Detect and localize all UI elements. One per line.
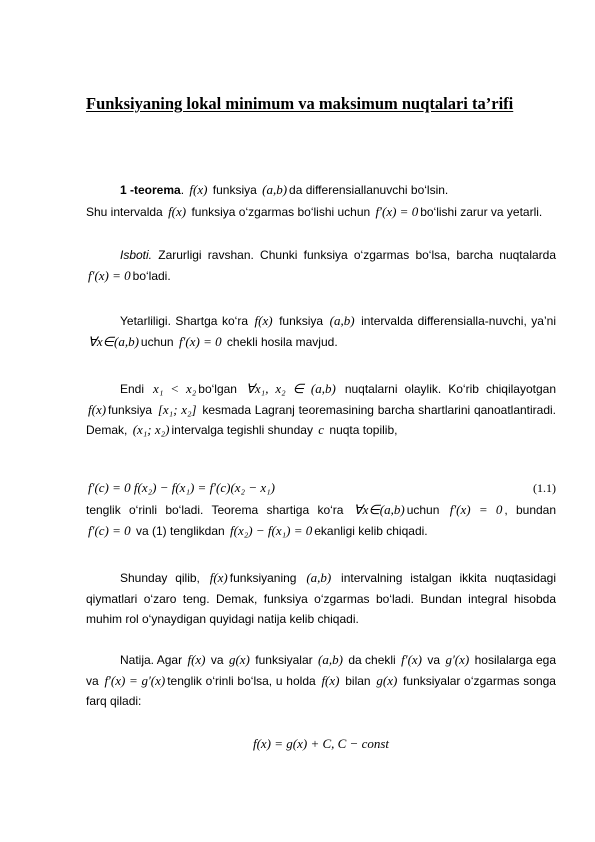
formula: (a,b) xyxy=(262,182,288,197)
theorem-paragraph: 1 -teorema. f(x) funksiya (a,b) da differensiallanuvchi bo‘lsin. xyxy=(120,182,449,197)
proof-label: Isboti. xyxy=(120,248,153,262)
formula: (a,b) xyxy=(329,313,355,328)
formula: f′(x) = 0 xyxy=(88,267,131,283)
formula: f(x) xyxy=(321,672,340,688)
formula: f(x) xyxy=(189,182,208,197)
equation-number: (1.1) xyxy=(533,481,556,495)
formula: g(x) xyxy=(376,672,398,688)
formula: f′(c) = 0 xyxy=(88,522,131,538)
formula: x₁ < x₂ xyxy=(153,381,197,396)
proof-paragraph: Isboti. Zarurligi ravshan. Chunki funksiya o‘zgarmas bo‘lsa, barcha nuqtalarda f′(x) = 0 bo‘ladi. xyxy=(88,248,556,283)
condition-paragraph: Shu intervalda f(x) funksiya o‘zgarmas bo‘lishi uchun f′(x) = 0 bo‘lishi zarur va yetarli. xyxy=(86,204,543,219)
equation-final xyxy=(86,734,556,755)
formula: [x₁; x₂] xyxy=(157,401,197,417)
formula: f′(x) = 0 xyxy=(178,333,222,349)
formula: f(x₂) − f(x₁) = 0 xyxy=(230,522,313,538)
corollary-paragraph: Natija. Agar f(x) va g(x) funksiyalar (a,b) da chekli f′(x) va g′(x) hosilalarga ega va f′(x) = g′(x) tenglik o‘rinli bo‘lsa, u holda f(x) bilan g(x) funksiyalar o‘zgarmas songa farq qiladi: xyxy=(86,652,557,708)
formula: g′(x) xyxy=(445,652,470,667)
theorem-label: 1 -teorema xyxy=(120,183,181,197)
formula: (a,b) xyxy=(318,652,343,667)
formula: f′(x) = 0 xyxy=(375,204,419,219)
equation-formula: f′(c) = 0 f(x₂) − f(x₁) = f′(c)(x₂ − x₁) xyxy=(88,480,275,495)
sufficiency-paragraph: Yetarliligi. Shartga ko‘ra f(x) funksiya (a,b) intervalda differensialla-nuvchi, ya’ni ∀x∈(a,b) uchun f′(x) = 0 chekli hosila mavjud. xyxy=(88,313,556,349)
formula: f′(x) xyxy=(401,652,422,667)
result-paragraph: Shunday qilib, f(x) funksiyaning (a,b) intervalning istalgan ikkita nuqtasidagi qiymatlari o‘zaro teng. Demak, funksiya o‘zgarmas bo‘ladi. Bundan integral hisobda muhim rol o‘ynaydigan quyidagi natija kelib chiqadi. xyxy=(86,570,556,626)
formula: ∀x₁, x₂ ∈ (a,b) xyxy=(246,381,336,396)
formula: f′(x) = g′(x) xyxy=(104,672,166,688)
equation-1-1 xyxy=(86,478,556,499)
formula: f(x) xyxy=(168,204,187,219)
formula: (x₁; x₂) xyxy=(132,422,170,437)
conclusion-paragraph: tenglik o‘rinli bo‘ladi. Teorema shartiga ko‘ra ∀x∈(a,b) uchun f′(x) = 0 , bundan f′(c) = 0 va (1) tenglikdan f(x₂) − f(x₁) = 0 ekanligi kelib chiqadi. xyxy=(86,502,557,538)
formula: f(x) xyxy=(254,313,273,328)
formula: c xyxy=(318,422,325,437)
formula: (a,b) xyxy=(306,570,332,585)
formula: f(x) xyxy=(187,652,206,667)
equation-formula: f(x) = g(x) + C, C − const xyxy=(252,736,390,751)
formula: f′(x) = 0 xyxy=(449,502,503,517)
formula: ∀x∈(a,b) xyxy=(88,333,139,349)
formula: f(x) xyxy=(209,570,228,585)
formula: g(x) xyxy=(228,652,250,667)
lagrange-paragraph: Endi x₁ < x₂ bo‘lgan ∀x₁, x₂ ∈ (a,b) nuqtalarni olaylik. Ko‘rib chiqilayotgan f(x) funksiya [x₁; x₂] kesmada Lagranj teoremasining barcha shartlarini qanoatlantiradi. Demak, (x₁; x₂) intervalga tegishli shunday c nuqta topilib, xyxy=(86,381,557,437)
formula: ∀x∈(a,b) xyxy=(353,502,405,517)
page-title: Funksiyaning lokal minimum va maksimum nuqtalari ta’rifi xyxy=(86,94,514,113)
formula: f(x) xyxy=(88,401,107,417)
